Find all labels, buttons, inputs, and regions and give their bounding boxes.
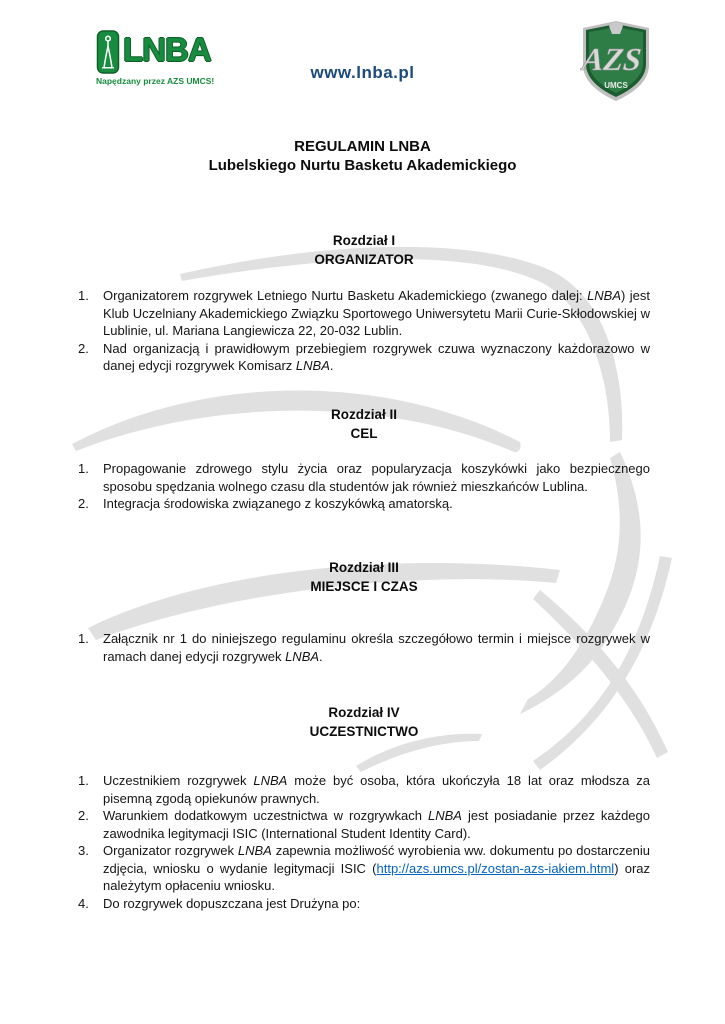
page-header xyxy=(0,0,725,130)
item-number: 4. xyxy=(78,895,89,911)
title-line-1: REGULAMIN LNBA xyxy=(294,138,431,155)
text-run: LNBA xyxy=(427,808,462,823)
item-number: 1. xyxy=(78,288,89,303)
text-run: może być osoba, która ukończyła 18 lat oraz młodsza za pisemną zgodą opiekunów prawnych. xyxy=(103,773,650,806)
list-item xyxy=(78,807,650,842)
list-item xyxy=(78,842,650,895)
list-item xyxy=(78,340,650,375)
section-heading xyxy=(78,703,650,741)
text-run: Nad organizacją i prawidłowym przebiegiem rozgrywek czuwa wyznaczony każdorazowo w danej edycji rozgrywek Komisarz xyxy=(103,340,650,373)
text-run: Warunkiem dodatkowym uczestnictwa w rozgrywkach xyxy=(103,808,428,823)
azs-shield-crest-icon xyxy=(580,20,652,102)
chapter-label: Rozdział II xyxy=(330,407,397,422)
numbered-list xyxy=(78,287,650,375)
section-heading xyxy=(78,231,650,269)
numbered-list xyxy=(78,772,650,912)
text-run: Organizatorem rozgrywek Letniego Nurtu Basketu Akademickiego (zwanego dalej: xyxy=(103,288,588,303)
item-text xyxy=(103,807,650,842)
item-text xyxy=(103,495,650,513)
item-text xyxy=(103,630,650,665)
section-uczestnictwo xyxy=(78,703,650,912)
section-title: CEL xyxy=(350,426,378,441)
list-item xyxy=(78,630,650,665)
item-number: 1. xyxy=(78,461,89,476)
text-run: LNBA xyxy=(237,843,272,858)
list-item xyxy=(78,460,650,495)
item-number: 2. xyxy=(78,340,89,356)
item-number: 1. xyxy=(78,773,89,788)
item-text xyxy=(103,460,650,495)
document-title xyxy=(0,137,725,175)
text-run: zapewnia możliwość wyrobienia ww. dokumentu po dostarczeniu zdjęcia, wniosku o wydanie legitymacji ISIC ( xyxy=(103,843,650,876)
text-run: Propagowanie zdrowego stylu życia oraz popularyzacja koszykówki jako bezpiecznego sposobu spędzania wolnego czasu dla studentów jak również mieszkańców Lublina. xyxy=(103,461,650,494)
item-number: 2. xyxy=(78,496,89,511)
item-text xyxy=(103,895,650,913)
section-cel xyxy=(78,405,650,513)
text-run: LNBA xyxy=(587,288,622,303)
item-text xyxy=(103,842,650,895)
text-run: jest posiadanie przez każdego zawodnika legitymacji ISIC (International Student Identity Card). xyxy=(103,808,650,841)
section-organizator xyxy=(78,231,650,375)
item-number: 1. xyxy=(78,631,89,646)
chapter-label: Rozdział III xyxy=(329,560,399,575)
numbered-list xyxy=(78,630,650,665)
chapter-label: Rozdział IV xyxy=(328,705,400,720)
section-miejsce-i-czas xyxy=(78,558,650,665)
list-item xyxy=(78,772,650,807)
text-run: Organizator rozgrywek xyxy=(103,843,238,858)
section-title: UCZESTNICTWO xyxy=(309,724,419,739)
item-number: 2. xyxy=(78,808,89,823)
chapter-label: Rozdział I xyxy=(332,233,396,248)
text-run: ) oraz należytym opłaceniu wniosku. xyxy=(103,860,651,893)
item-number: 3. xyxy=(78,843,89,858)
item-text xyxy=(103,772,650,807)
text-run: Uczestnikiem rozgrywek xyxy=(103,773,254,788)
text-run: Do rozgrywek dopuszczana jest Drużyna po: xyxy=(103,895,361,911)
item-text xyxy=(103,340,650,375)
isic-application-link[interactable]: http://azs.umcs.pl/zostan-azs-iakiem.html xyxy=(376,860,615,876)
list-item xyxy=(78,287,650,340)
numbered-list xyxy=(78,460,650,513)
crest-subtext: UMCS xyxy=(604,81,628,90)
text-run: Załącznik nr 1 do niniejszego regulaminu określa szczegółowo termin i miejsce rozgrywek w ramach danej edycji rozgrywek xyxy=(103,631,650,664)
lnba-wordmark: LNBA xyxy=(123,31,211,68)
item-text xyxy=(103,287,650,340)
section-title: ORGANIZATOR xyxy=(314,252,414,267)
list-item xyxy=(78,895,650,913)
section-heading xyxy=(78,405,650,443)
title-line-2: Lubelskiego Nurtu Basketu Akademickiego xyxy=(208,157,517,174)
crest-letters: AZS xyxy=(580,41,644,77)
list-item xyxy=(78,495,650,513)
text-run: LNBA xyxy=(295,358,330,373)
section-title: MIEJSCE I CZAS xyxy=(310,579,418,594)
text-run: LNBA xyxy=(285,648,320,664)
lnba-tagline: Napędzany przez AZS UMCS! xyxy=(96,76,215,86)
text-run: Integracja środowiska związanego z koszykówką amatorską. xyxy=(103,496,453,511)
text-run: . xyxy=(329,358,334,373)
text-run: . xyxy=(319,648,323,664)
section-heading xyxy=(78,558,650,596)
text-run: ) jest Klub Uczelniany Akademickiego Związku Sportowego Uniwersytetu Marii Curie-Skłodowskiej w Lublinie, ul. Mariana Langiewicza 22, 20-032 Lublin. xyxy=(103,288,651,338)
website-url: www.lnba.pl xyxy=(310,63,415,82)
text-run: LNBA xyxy=(253,773,288,788)
